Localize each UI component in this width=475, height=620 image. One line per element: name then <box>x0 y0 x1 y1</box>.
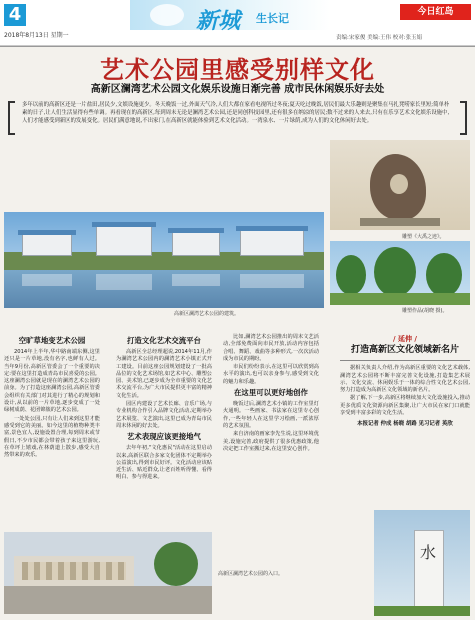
article-subtitle: 高新区澜湾艺术公园文化娱乐设施日渐完善 成市民休闲娱乐好去处 <box>90 84 385 95</box>
sidebar-title: 打造高新区文化领域新名片 <box>350 345 459 356</box>
sculpture-photo <box>330 140 470 230</box>
paragraph: 晚饭过后,澜湾艺术小镇的工作室里灯火通明。一些画家、书法家在这里专心创作,一些年轻人在这里学习绘画,一派浓厚的艺术氛围。 <box>223 401 319 429</box>
article-column-3 <box>223 334 319 454</box>
paragraph: 去年年初,"文化惠民"活动在这里启动以来,高新区联合多家文化团体不定期举办公益演出,得到市民好评。文化活动应该贴近生活、贴近群众,让老百姓听得懂、看得明白、参与得进来。 <box>116 445 212 481</box>
paragraph: 一处处公园,只有让人们来到这里才能感受到它的美丽。如今这里的植物种类丰富,景色宜人,设施设置合理,每到周末或节假日,不少市民都会带着孩子来这里游玩,在草坪上嬉戏,在林荫道上散步,感受大自然带来的欢乐。 <box>4 415 100 459</box>
masthead <box>0 0 475 46</box>
main-photo-caption: 高新区澜湾艺术公园的建筑。 <box>174 311 240 317</box>
sidebar-divider <box>340 360 470 361</box>
section-heading: 艺术表现应该更接地气 <box>127 432 201 442</box>
issue-date: 2018年8月13日 星期一 <box>4 32 69 39</box>
editor-credit: 责编:宋家俊 美编:王伟 校对:张玉娟 <box>336 35 423 41</box>
section-brand-subtitle: 生长记 <box>256 12 289 25</box>
paragraph: 高新区全总经理超说,2014年11月,作为澜湾艺术公园内的澜湾艺术小镇正式开工建设。目前这座公园规划建设了一批高品位的文化艺术场馆,如艺术中心、雕塑公园、美术馆,已逐步成为全市重要的文化艺术交流平台,为广大市民提供更丰富的精神文化生活。 <box>116 349 212 399</box>
sidebar-extension <box>340 336 470 429</box>
reporter-credit: 本报记者 仲成 杨晓 胡路 见习记者 英欣 <box>357 421 453 428</box>
trees-photo-caption: 雕塑作品(胡晓 摄)。 <box>402 308 448 314</box>
section-heading: 打造文化艺术交流平台 <box>127 336 201 345</box>
paragraph: 市民们纷纷表示,在这里可以欣赏到高水平的演出,也可以亲身参与,感受到文化的魅力和乐趣。 <box>223 364 319 385</box>
article-column-2 <box>116 334 212 483</box>
paragraph: 2014年上半年,华中路南端东侧,这里还只是一片草地,没有名字,也鲜有人过。当年9月份,高新区管委会了一个重要的决定:要在这里打造成青岛市民喜爱的公园。这座澜湾公园就是现在的澜湾艺术公园的前身。为了打造这座澜湾公园,高新区管委会组织有关部门对其进行了精心的规划和设计,从以前的一片草地,逐步变成了一处绿树成荫、花团锦簇的艺术公园。 <box>4 349 100 414</box>
article-column-1 <box>4 334 100 460</box>
sign-photo-caption: 高新区澜湾艺术公园的入口。 <box>218 571 284 577</box>
plaza-photo <box>4 532 212 614</box>
paragraph: 比如,澜湾艺术公园推出的周末文艺活动,全部免费面向市民开放,活动内容包括合唱、舞蹈、戏曲等多种形式,一次次活动成为市民的期盼。 <box>223 334 319 362</box>
paragraph: 园区内建设了艺术长廊、音乐广场,与专业机构合作引入品牌文化活动,定期举办艺术展览、文艺演出,这里已成为青岛市民周末休闲的好去处。 <box>116 401 212 429</box>
museum-buildings-photo <box>4 212 324 308</box>
section-heading: 在这里可以更好地创作 <box>234 388 308 398</box>
header-divider <box>0 46 475 47</box>
lead-bracket-right <box>460 101 467 135</box>
lead-bracket-left <box>8 101 15 135</box>
paragraph: 据相关负责人介绍,作为高新区重要的文化艺术载体,澜湾艺术公园将不断丰富完善文化设施,打造集艺术展示、文化交流、休闲娱乐于一体的综合性文化艺术公园,努力打造成为高新区文化领域的新名片。 <box>340 365 470 394</box>
paragraph: 来自济南的画家李先生说,这里环境优美,设施完善,政府提供了很多优惠政策,他决定把工作室搬过来,在这里安心创作。 <box>223 431 319 452</box>
sculpture-caption: 雕塑《大禹之迹》。 <box>402 234 445 240</box>
paragraph: 据了解,下一步,高新区将继续加大文化设施投入,推动更多优质文化资源向新区集聚,让广大市民在家门口就能享受到丰富多彩的文化生活。 <box>340 395 470 417</box>
section-brand-title: 新城 <box>196 9 241 34</box>
article-lead: 多年以前的高新区还是一片盐田,居民少,文娱设施更少。冬天晚饭一过,外面天气冷,人们大都在家看电视所过冬夜;夏天吃过晚饭,居民们最大乐趣则是聚集在马扎凳唠家长里短;简单朴素的日子,让人们生活显得有些单调。再看现在的高新区,每到周末无论是澜湾艺术公园,还是同创科技园里,还有很多在纳凉的居民;数不过来的人来去,只有在乐享艺术文化娱乐设施中,人们才能感受到新区的发展变化。居民们满意地说,不出家门,在高新区就能体验到艺术文化活动。一湾泉水、一片绿荫,成为人们的文化休闲好去处。 <box>22 102 450 124</box>
entrance-sign-photo: 水 <box>374 510 470 616</box>
section-tag: 今日红岛 <box>400 4 471 20</box>
page-number: 4 <box>4 4 26 26</box>
park-trees-photo <box>330 241 470 305</box>
section-heading: 空旷草地变艺术公园 <box>18 336 86 345</box>
extension-tag: / 延伸 / <box>393 335 417 343</box>
article-title: 艺术公园里感受别样文化 <box>100 56 375 84</box>
